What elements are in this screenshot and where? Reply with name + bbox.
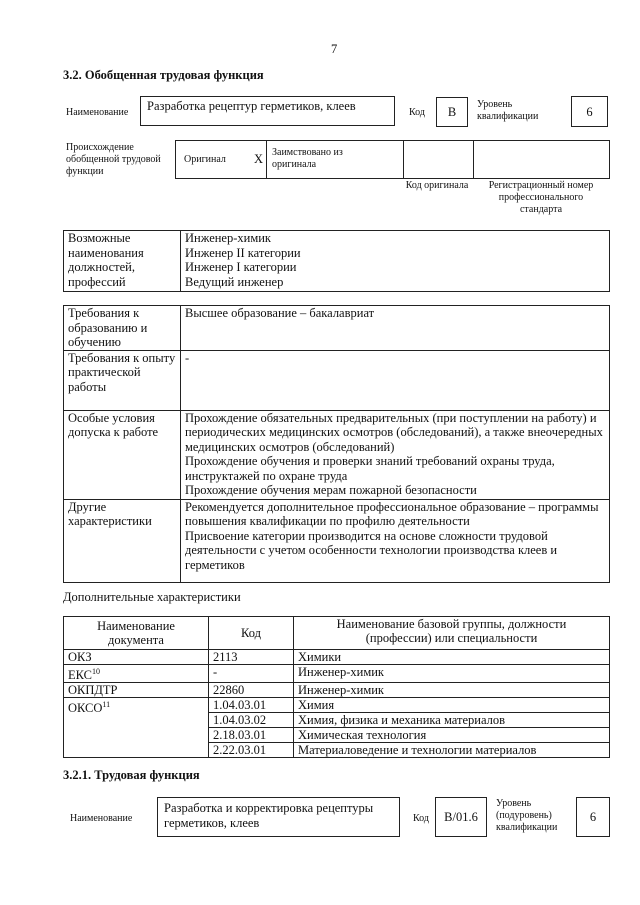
req-label: Другие характеристики <box>64 499 181 582</box>
gtf-level-value: 6 <box>586 105 593 119</box>
position-item: Инженер I категории <box>185 260 297 274</box>
header-doc: Наименование документа <box>64 617 209 650</box>
tf-code-value: B/01.6 <box>444 810 478 824</box>
position-item: Инженер II категории <box>185 245 301 260</box>
gtf-code-box <box>436 97 468 127</box>
subsection-title: 3.2.1. Трудовая функция <box>63 768 200 782</box>
code-cell: 2.22.03.01 <box>209 743 294 758</box>
borrowed-label: Заимствовано из оригинала <box>272 147 343 170</box>
code-cell: 1.04.03.01 <box>209 698 294 713</box>
gtf-name-label: Наименование <box>66 107 129 118</box>
code-cell: 1.04.03.02 <box>209 713 294 728</box>
tf-level-label: Уровень (подуровень) квалификации <box>496 798 558 833</box>
additional-table <box>63 616 610 758</box>
name-cell: Химики <box>294 650 610 665</box>
section-title: 3.2. Обобщенная трудовая функция <box>63 68 264 82</box>
code-cell: 2.18.03.01 <box>209 728 294 743</box>
name-cell: Химия, физика и механика материалов <box>294 713 610 728</box>
gtf-name-value: Разработка рецептур герметиков, клеев <box>147 99 356 113</box>
name-cell: Химия <box>294 698 610 713</box>
tf-code-box <box>435 797 487 837</box>
tf-code-label: Код <box>413 813 429 824</box>
req-value: Прохождение обязательных предварительных (при поступлении на работу) и периодических медицинских осмотров (обследований), а также внеочередных медицинских осмотров (обследований) Прохождение обучения и проверки знаний требований охраны труда, инструктажей по охране труда Прохождение обучения мерам пожарной безопасности <box>181 410 610 499</box>
doc-cell: ОКСО$^{11}$ <box>64 698 209 758</box>
header-code: Код <box>209 617 294 650</box>
additional-title: Дополнительные характеристики <box>63 590 241 604</box>
name-cell: Инженер-химик <box>294 665 610 683</box>
name-cell: Инженер-химик <box>294 683 610 698</box>
position-item: Инженер-химик <box>185 231 271 245</box>
req-label: Требования к образованию и обучению <box>64 306 181 351</box>
req-label: Требования к опыту практической работы <box>64 350 181 410</box>
gtf-code-label: Код <box>409 107 425 118</box>
original-label: Оригинал <box>184 154 226 165</box>
tf-name-label: Наименование <box>70 813 133 824</box>
page-number: 7 <box>331 42 338 56</box>
positions-list <box>181 231 610 292</box>
doc-cell: ОКПДТР <box>64 683 209 698</box>
gtf-level-box <box>571 96 608 127</box>
gtf-level-label: Уровень квалификации <box>477 99 539 122</box>
code-cell: - <box>209 665 294 683</box>
req-value: - <box>181 350 610 410</box>
doc-cell: ОКЗ <box>64 650 209 665</box>
position-item: Ведущий инженер <box>185 274 284 289</box>
req-label: Особые условия допуска к работе <box>64 410 181 499</box>
reg-number-caption: Регистрационный номер профессионального стандарта <box>488 180 594 215</box>
gtf-name-box <box>140 96 395 126</box>
header-name: Наименование базовой группы, должности (профессии) или специальности <box>294 617 610 650</box>
tf-level-box <box>576 797 610 837</box>
positions-table <box>63 230 610 292</box>
code-original-caption: Код оригинала <box>405 180 469 191</box>
tf-level-value: 6 <box>589 810 597 824</box>
origin-label: Происхождение обобщенной трудовой функции <box>66 142 161 177</box>
code-cell: 22860 <box>209 683 294 698</box>
code-cell: 2113 <box>209 650 294 665</box>
origin-table <box>175 140 610 179</box>
name-cell: Материаловедение и технологии материалов <box>294 743 610 758</box>
positions-label: Возможные наименования должностей, профессий <box>64 231 181 292</box>
tf-name-box <box>157 797 400 837</box>
original-mark: X <box>254 152 264 166</box>
doc-cell: ЕКС$^{10}$ <box>64 665 209 683</box>
req-value: Рекомендуется дополнительное профессиональное образование – программы повышения квалификации по профилю деятельности Присвоение категории производится на основе сложности трудовой деятельности с учетом особенности технологии производства клеев и герметиков <box>181 499 610 582</box>
requirements-table <box>63 305 610 583</box>
gtf-code-value: B <box>447 105 457 119</box>
req-value: Высшее образование – бакалавриат <box>181 306 610 351</box>
tf-name-value: Разработка и корректировка рецептуры герметиков, клеев <box>164 801 374 830</box>
name-cell: Химическая технология <box>294 728 610 743</box>
